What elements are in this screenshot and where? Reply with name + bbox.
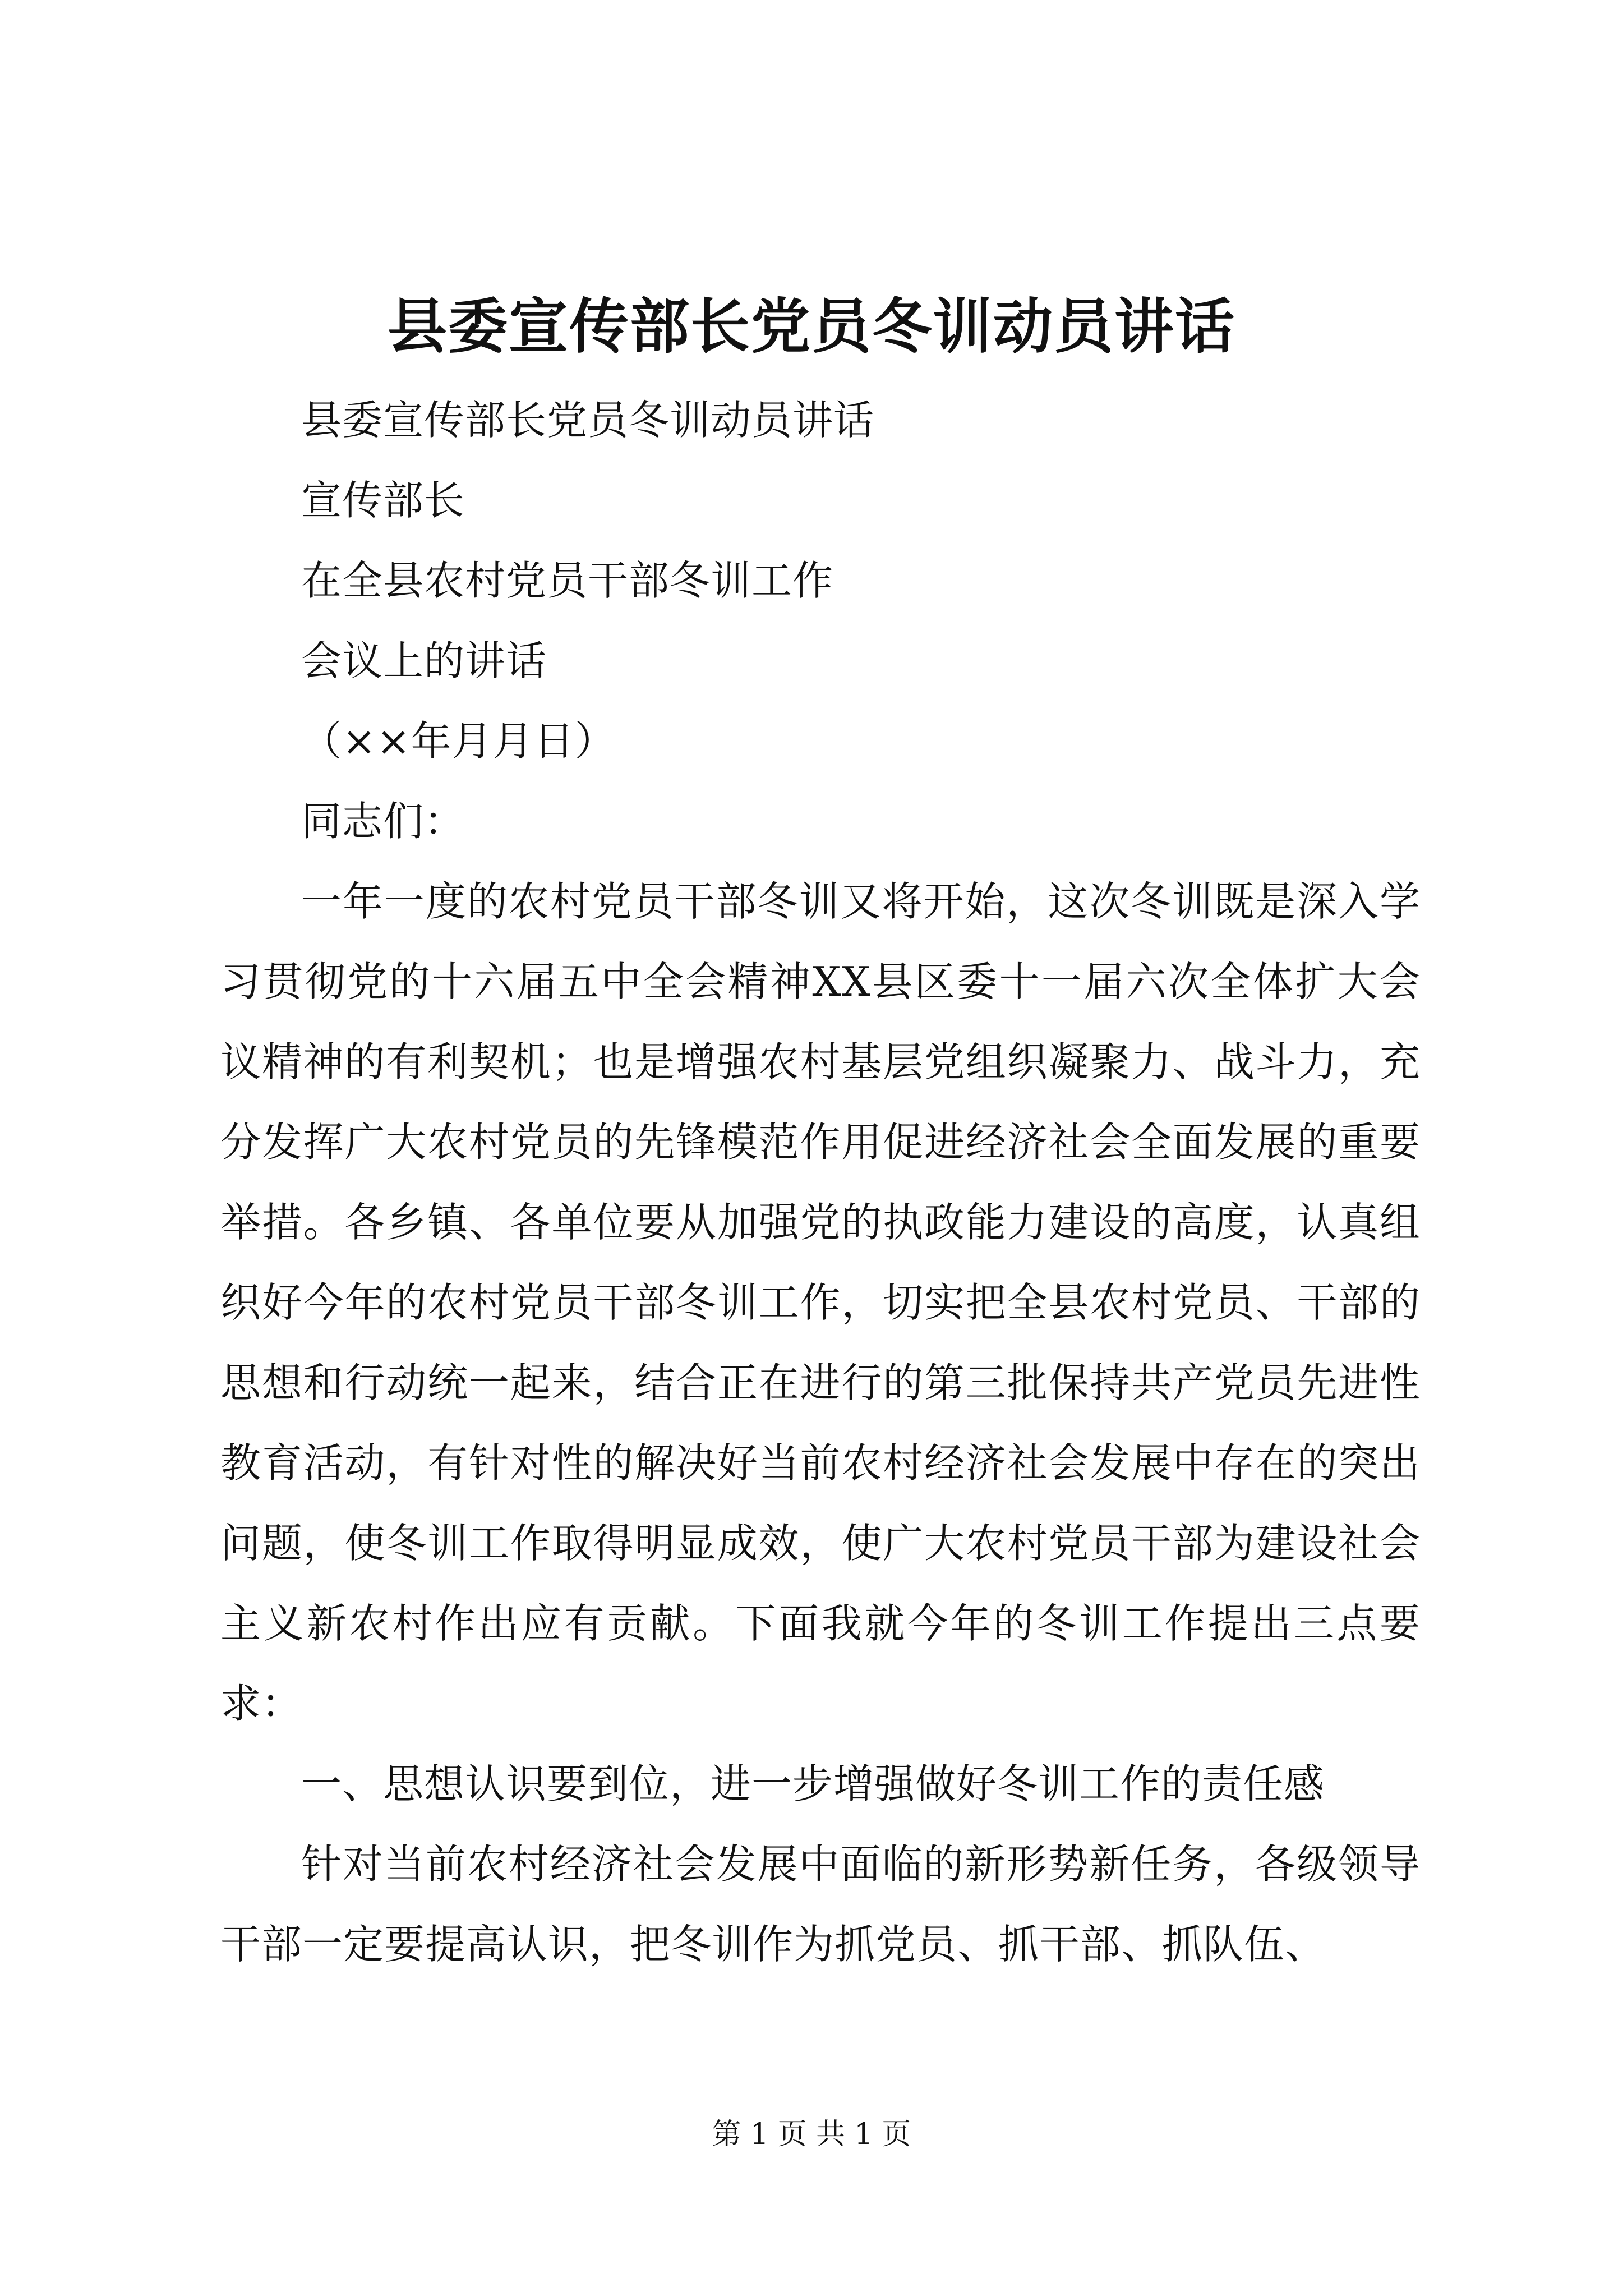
footer-page-prefix: 第 xyxy=(712,2118,741,2151)
paragraph-speaker: 宣传部长 xyxy=(301,477,465,524)
footer-page-number: 1 xyxy=(750,2118,769,2151)
paragraph-intro: 一年一度的农村党员干部冬训又将开始，这次冬训既是深入学习贯彻党的十六届五中全会精神XX县区委十一届六次全体扩大会议精神的有利契机；也是增强农村基层党组织凝聚力、战斗力，充分发挥广大农村党员的先锋模范作用促进经济社会全面发展的重要举措。各乡镇、各单位要从加强党的执政能力建设的高度，认真组织好今年的农村党员干部冬训工作，切实把全县农村党员、干部的思想和行动统一起来，结合正在进行的第三批保持共产党员先进性教育活动，有针对性的解决好当前农村经济社会发展中存在的突出问题，使冬训工作取得明显成效，使广大农村党员干部为建设社会主义新农村作出应有贡献。下面我就今年的冬训工作提出三点要求： xyxy=(220,878,1421,1727)
footer-page-mid: 页 共 xyxy=(777,2118,846,2151)
paragraph-date: （××年月月日） xyxy=(301,717,616,765)
paragraph-section-one: 针对当前农村经济社会发展中面临的新形势新任务，各级领导干部一定要提高认识，把冬训作为抓党员、抓干部、抓队伍、 xyxy=(220,1841,1421,1968)
paragraph-salutation: 同志们： xyxy=(301,798,465,845)
paragraph-heading-one: 一、思想认识要到位，进一步增强做好冬训工作的责任感 xyxy=(301,1760,1325,1807)
page-footer xyxy=(0,2115,1623,2154)
footer-page-suffix: 页 xyxy=(882,2118,911,2151)
paragraph-occasion-cont: 会议上的讲话 xyxy=(301,637,547,684)
document-title: 县委宣传部长党员冬训动员讲话 xyxy=(388,291,1235,361)
paragraph-subtitle: 县委宣传部长党员冬训动员讲话 xyxy=(301,397,875,444)
document-body xyxy=(220,380,1421,1985)
paragraph-occasion: 在全县农村党员干部冬训工作 xyxy=(301,557,834,604)
footer-page-total: 1 xyxy=(854,2118,873,2151)
